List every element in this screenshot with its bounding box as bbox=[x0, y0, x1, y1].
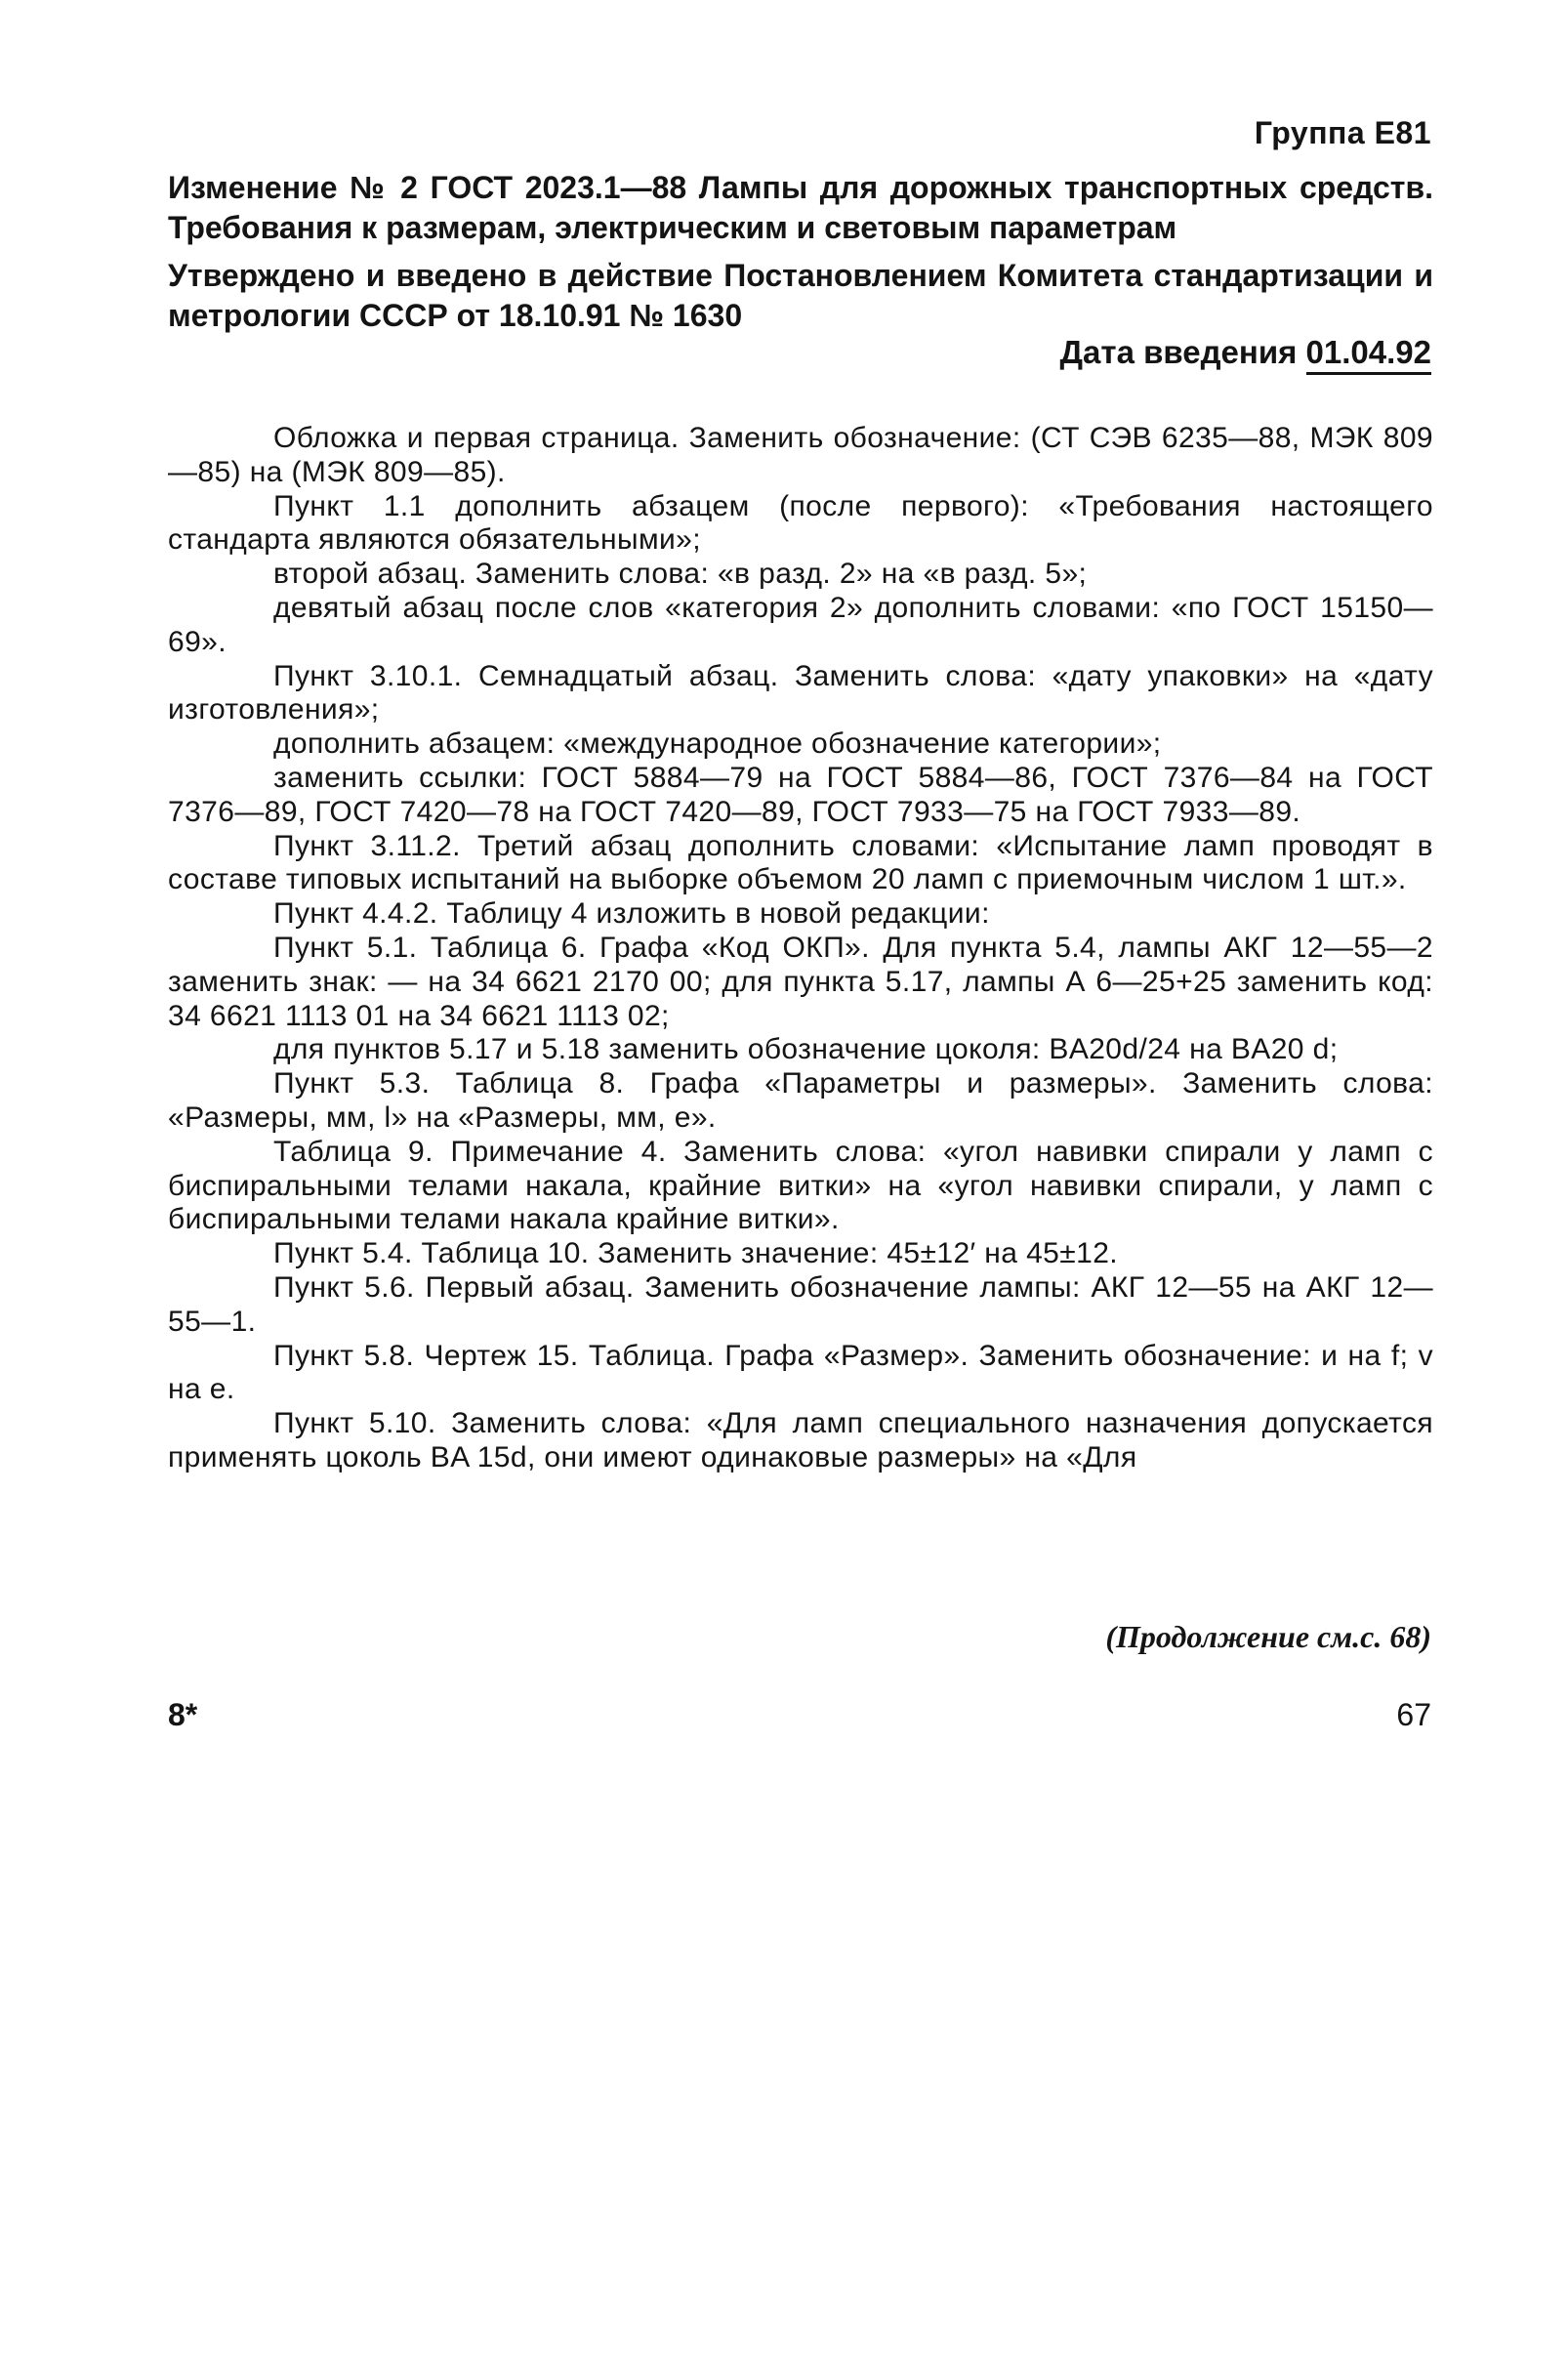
paragraph: Пункт 5.8. Чертеж 15. Таблица. Графа «Размер». Заменить обозначение: и на f; v на e. bbox=[168, 1339, 1433, 1406]
amendment-title: Изменение № 2 ГОСТ 2023.1—88 Лампы для дорожных транспортных средств. Требования к размерам, электрическим и световым параметрам bbox=[168, 170, 1433, 245]
paragraph: второй абзац. Заменить слова: «в разд. 2» на «в разд. 5»; bbox=[273, 558, 1088, 591]
paragraph: для пунктов 5.17 и 5.18 заменить обозначение цоколя: BA20d/24 на BA20 d; bbox=[273, 1033, 1339, 1066]
paragraph: дополнить абзацем: «международное обозначение категории»; bbox=[273, 727, 1162, 761]
paragraph: Пункт 3.10.1. Семнадцатый абзац. Заменить слова: «дату упаковки» на «дату изготовления»; bbox=[168, 659, 1433, 726]
paragraph: Обложка и первая страница. Заменить обозначение: (СТ СЭВ 6235—88, МЭК 809—85) на (МЭК 809—85). bbox=[168, 422, 1433, 488]
intro-date bbox=[1060, 334, 1431, 371]
paragraph: Пункт 3.11.2. Третий абзац дополнить словами: «Испытание ламп проводят в составе типовых испытаний на выборке объемом 20 ламп с приемочным числом 1 шт.». bbox=[168, 829, 1433, 896]
amendment-body bbox=[168, 422, 1433, 1475]
paragraph: Пункт 5.6. Первый абзац. Заменить обозначение лампы: АКГ 12—55 на АКГ 12—55—1. bbox=[168, 1270, 1433, 1338]
paragraph: Пункт 5.3. Таблица 8. Графа «Параметры и размеры». Заменить слова: «Размеры, мм, l» на «Размеры, мм, e». bbox=[168, 1067, 1433, 1134]
paragraph: Пункт 1.1 дополнить абзацем (после первого): «Требования настоящего стандарта являются обязательными»; bbox=[168, 489, 1433, 557]
paragraph: Таблица 9. Примечание 4. Заменить слова: «угол навивки спирали у ламп с биспиральными телами накала, крайние витки» на «угол навивки спирали, у ламп с биспиральными телами накала крайние витки». bbox=[168, 1135, 1433, 1236]
page-number: 67 bbox=[1396, 1697, 1431, 1732]
paragraph: Пункт 4.4.2. Таблицу 4 изложить в новой редакции: bbox=[273, 897, 990, 931]
group-label: Группа Е81 bbox=[1254, 115, 1431, 150]
paragraph: девятый абзац после слов «категория 2» дополнить словами: «по ГОСТ 15150—69». bbox=[168, 591, 1433, 658]
paragraph: Пункт 5.1. Таблица 6. Графа «Код ОКП». Для пункта 5.4, лампы АКГ 12—55—2 заменить знак: — на 34 6621 2170 00; для пункта 5.17, лампы А 6—25+25 заменить код: 34 6621 1113 01 на 34 6621 1113 02; bbox=[168, 931, 1433, 1032]
paragraph: заменить ссылки: ГОСТ 5884—79 на ГОСТ 5884—86, ГОСТ 7376—84 на ГОСТ 7376—89, ГОСТ 7420—78 на ГОСТ 7420—89, ГОСТ 7933—75 на ГОСТ 7933—89. bbox=[168, 761, 1433, 828]
printer-signature: 8* bbox=[168, 1697, 198, 1732]
approval-statement: Утверждено и введено в действие Постановлением Комитета стандартизации и метрологии СССР от 18.10.91 № 1630 bbox=[168, 258, 1433, 333]
paragraph: Пункт 5.10. Заменить слова: «Для ламп специального назначения допускается применять цоколь BA 15d, они имеют одинаковые размеры» на «Для bbox=[168, 1407, 1433, 1474]
intro-date-label: Дата введения bbox=[1059, 334, 1298, 370]
intro-date-value: 01.04.92 bbox=[1306, 334, 1431, 375]
continuation-note: (Продолжение см.с. 68) bbox=[1105, 1619, 1431, 1654]
paragraph: Пункт 5.4. Таблица 10. Заменить значение: 45±12′ на 45±12. bbox=[273, 1237, 1119, 1270]
